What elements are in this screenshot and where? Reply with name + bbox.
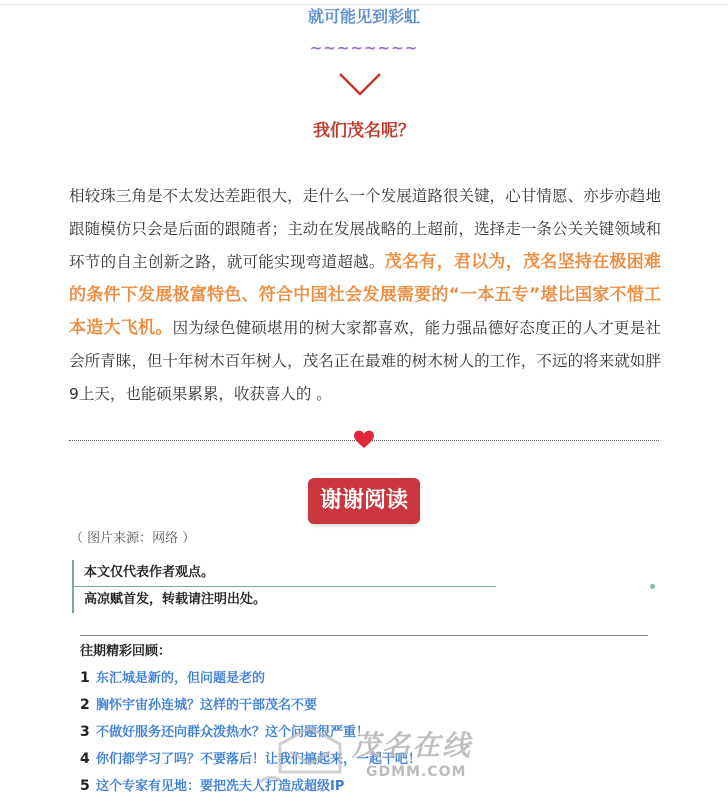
past-divider (80, 635, 648, 636)
article-paragraph (69, 180, 661, 411)
author-notes (72, 560, 496, 613)
paragraph-text-2: 因为绿色健硕堪用的树大家都喜欢，能力强品德好态度正的人才更是社会所青睐，但十年树木百年树人，茂名正在最难的树木树人的工作，不远的将来就如胖9上天，也能硕果累累，收获喜人的 。 (69, 319, 661, 403)
section-heading: 我们茂名呢？ (313, 121, 415, 141)
past-highlights-title: 往期精彩回顾： (80, 644, 172, 659)
paragraph-text-1: 相较珠三角是不太发达差距很大，走什么一个发展道路很关键，心甘情愿、亦步亦趋地跟随模仿只会是后面的跟随者；主动在发展战略的上超前，选择走一条公关关键领域和环节的自主创新之路，就可能实现弯道超越。 (69, 187, 661, 271)
article-link[interactable]: 胸怀宇宙孙连城？这样的干部茂名不要 (96, 698, 318, 713)
list-item (80, 692, 421, 719)
item-number: 5 (80, 778, 90, 794)
list-item (80, 665, 421, 692)
chevron-down-icon (336, 70, 384, 100)
item-number: 2 (80, 697, 90, 713)
note-copyright: 高凉赋首发，转载请注明出处。 (84, 592, 267, 607)
paragraph-highlight: 茂名有，君以为，茂名坚持在极困难的条件下发展极富特色、符合中国社会发展需要的“一本五专”堪比国家不惜工本造大飞机。 (69, 252, 661, 338)
heart-icon (353, 429, 375, 451)
watermark-subtext: GDMM.COM (366, 764, 467, 780)
article-link[interactable]: 东汇城是新的，但问题是老的 (96, 671, 266, 686)
image-source-note: （ 图片来源：网络 ） (70, 531, 196, 546)
item-number: 3 (80, 724, 90, 740)
rainbow-heading: 就可能见到彩虹 (307, 7, 420, 26)
article-link[interactable]: 你们都学习了吗？不要落后！让我们搞起来，一起干吧！ (96, 752, 422, 767)
watermark-text: 茂名在线 (352, 729, 473, 762)
article-link[interactable]: 这个专家有见地：要把冼夫人打造成超级IP (96, 779, 345, 794)
decorative-dot (650, 584, 655, 589)
item-number: 4 (80, 751, 90, 767)
tilde-decoration: ~~~~~~~~ (309, 39, 419, 57)
note-opinion: 本文仅代表作者观点。 (84, 565, 215, 580)
item-number: 1 (80, 670, 90, 686)
thanks-for-reading-banner: 谢谢阅读 (308, 478, 420, 524)
article-link[interactable]: 不做好服务还向群众泼热水？这个问题很严重！ (96, 725, 370, 740)
